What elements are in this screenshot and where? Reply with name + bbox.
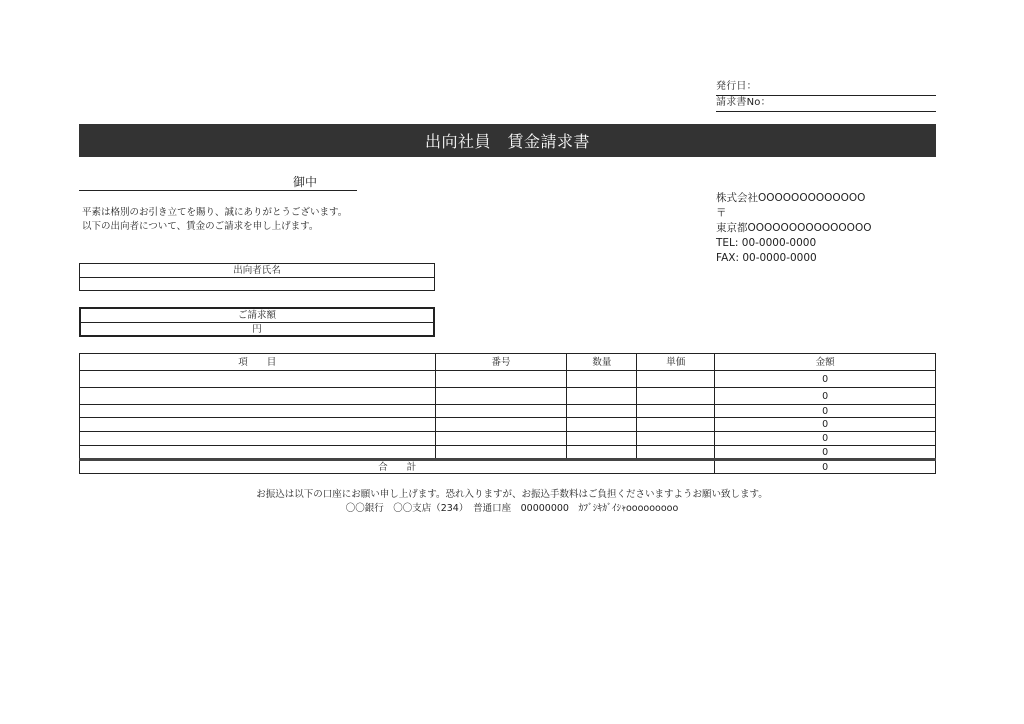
cell-item[interactable] <box>80 432 436 446</box>
greeting-line-1: 平素は格別のお引き立てを賜り、誠にありがとうございます。 <box>82 207 348 218</box>
document-title: 出向社員 賃金請求書 <box>424 132 590 151</box>
cell-amount: 0 <box>715 446 936 460</box>
billing-amount-value[interactable] <box>81 322 433 335</box>
cell-unit-price[interactable] <box>637 418 715 432</box>
invoice-number-field[interactable] <box>716 96 936 112</box>
issuer-company-block <box>716 191 871 266</box>
billing-amount-label: ご請求額 <box>237 310 276 321</box>
cell-item[interactable] <box>80 405 436 418</box>
cell-number[interactable] <box>435 371 567 388</box>
bank-transfer-note: お振込は以下の口座にお願い申し上げます。恐れ入りますが、お振込手数料はご負担くださいますようお願い致します。 <box>256 489 768 500</box>
employee-name-label: 出向者氏名 <box>233 265 281 276</box>
header-amount: 金額 <box>715 354 936 371</box>
table-row <box>80 388 936 405</box>
cell-amount: 0 <box>715 405 936 418</box>
total-label: 合 計 <box>80 460 715 474</box>
table-header-row <box>80 354 936 371</box>
cell-quantity[interactable] <box>567 405 637 418</box>
cell-unit-price[interactable] <box>637 432 715 446</box>
cell-unit-price[interactable] <box>637 446 715 460</box>
items-table <box>79 353 936 474</box>
header-item: 項 目 <box>80 354 436 371</box>
recipient-field[interactable] <box>79 175 357 191</box>
cell-number[interactable] <box>435 418 567 432</box>
company-address: 東京都OOOOOOOOOOOOOOO <box>716 222 872 234</box>
total-amount: 0 <box>715 460 936 474</box>
greeting-text <box>82 206 347 234</box>
cell-unit-price[interactable] <box>637 388 715 405</box>
cell-item[interactable] <box>80 371 436 388</box>
billing-amount-box <box>79 307 435 337</box>
document-title-bar <box>79 124 936 157</box>
recipient-suffix: 御中 <box>293 175 318 189</box>
header-number: 番号 <box>435 354 567 371</box>
company-fax: FAX: 00-0000-0000 <box>716 252 817 264</box>
issue-date-field[interactable] <box>716 80 936 96</box>
cell-amount: 0 <box>715 388 936 405</box>
cell-item[interactable] <box>80 388 436 405</box>
cell-number[interactable] <box>435 446 567 460</box>
cell-quantity[interactable] <box>567 446 637 460</box>
table-row <box>80 405 936 418</box>
cell-number[interactable] <box>435 432 567 446</box>
cell-quantity[interactable] <box>567 418 637 432</box>
cell-quantity[interactable] <box>567 388 637 405</box>
cell-quantity[interactable] <box>567 371 637 388</box>
employee-name-box <box>79 263 435 291</box>
currency-unit: 円 <box>252 324 262 335</box>
greeting-line-2: 以下の出向者について、賃金のご請求を申し上げます。 <box>82 221 319 232</box>
header-quantity: 数量 <box>567 354 637 371</box>
table-row <box>80 418 936 432</box>
cell-unit-price[interactable] <box>637 405 715 418</box>
company-name: 株式会社OOOOOOOOOOOOO <box>716 192 866 204</box>
total-row <box>80 460 936 474</box>
cell-quantity[interactable] <box>567 432 637 446</box>
cell-unit-price[interactable] <box>637 371 715 388</box>
table-row <box>80 446 936 460</box>
bank-account-info: 〇〇銀行 〇〇支店（234） 普通口座 00000000 ｶﾌﾞｼｷｶﾞｲｼｬooooooooo <box>345 503 679 514</box>
cell-amount: 0 <box>715 432 936 446</box>
cell-number[interactable] <box>435 388 567 405</box>
header-unit-price: 単価 <box>637 354 715 371</box>
employee-name-input[interactable] <box>80 277 434 290</box>
company-tel: TEL: 00-0000-0000 <box>716 237 817 249</box>
cell-amount: 0 <box>715 371 936 388</box>
table-row <box>80 371 936 388</box>
cell-number[interactable] <box>435 405 567 418</box>
issue-date-label: 発行日： <box>716 81 757 92</box>
cell-item[interactable] <box>80 418 436 432</box>
table-row <box>80 432 936 446</box>
company-postal: 〒 <box>716 207 727 219</box>
cell-item[interactable] <box>80 446 436 460</box>
cell-amount: 0 <box>715 418 936 432</box>
invoice-number-label: 請求書No： <box>716 97 771 108</box>
